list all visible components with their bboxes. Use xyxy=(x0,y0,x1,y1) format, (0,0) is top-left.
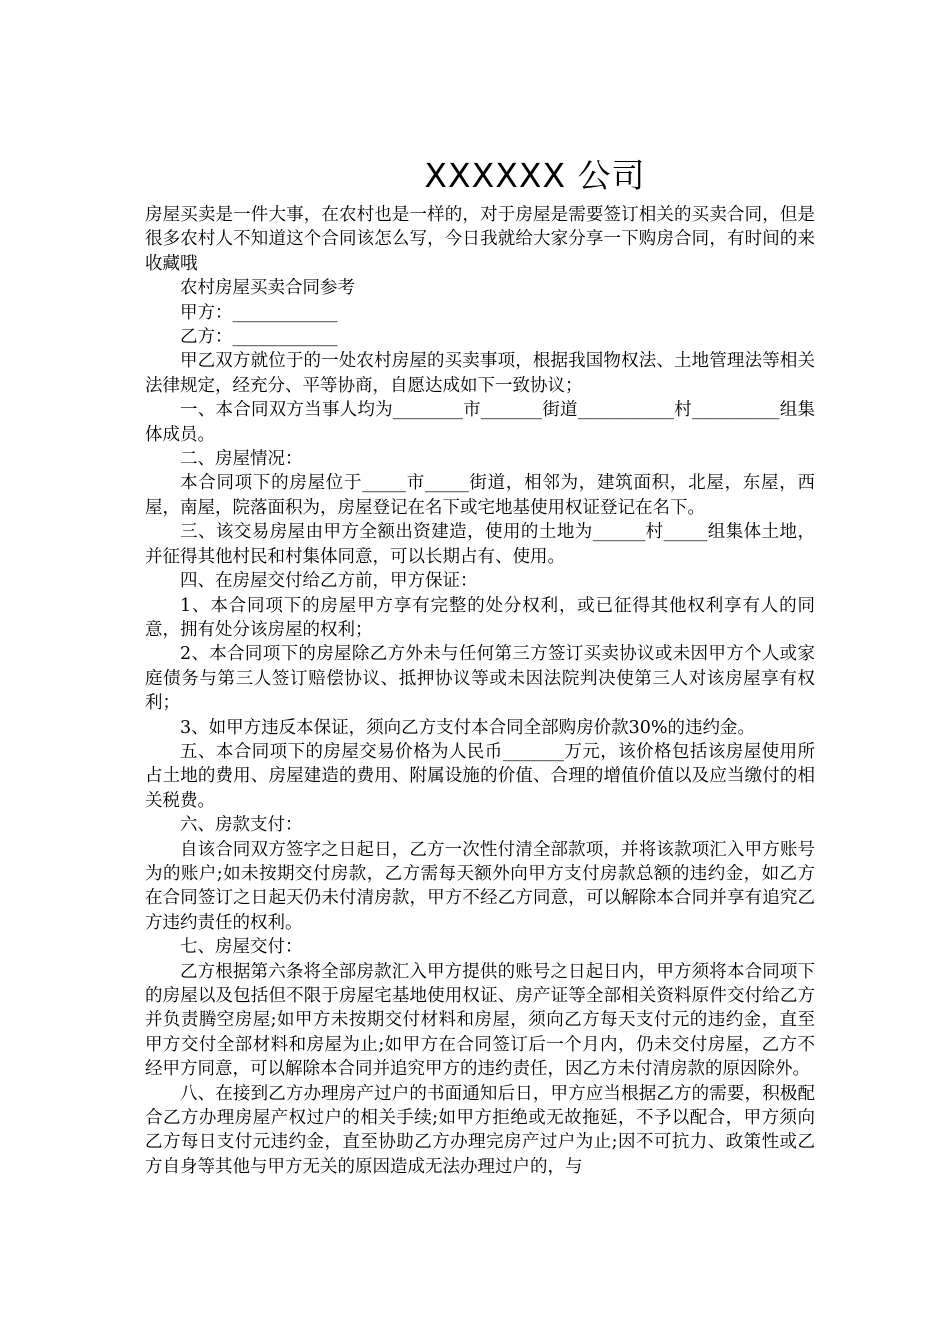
paragraph: 五、本合同项下的房屋交易价格为人民币_______万元，该价格包括该房屋使用所占土地的费用、房屋建造的费用、附属设施的价值、合理的增值价值以及应当缴付的相关税费。 xyxy=(145,741,815,811)
paragraph: 一、本合同双方当事人均为________市_______街道___________村__________组集体成员。 xyxy=(145,400,815,445)
paragraph: 1、本合同项下的房屋甲方享有完整的处分权利，或已征得其他权利享有人的同意，拥有处分该房屋的权利； xyxy=(145,595,815,640)
paragraph: 自该合同双方签字之日起日，乙方一次性付清全部款项，并将该款项汇入甲方账号为的账户;如未按期交付房款，乙方需每天额外向甲方支付房款总额的违约金，如乙方在合同签订之日起天仍未付清房款，甲方不经乙方同意，可以解除本合同并享有追究乙方违约责任的权利。 xyxy=(145,839,815,933)
paragraph: 本合同项下的房屋位于_____市_____街道，相邻为，建筑面积，北屋，东屋，西屋，南屋，院落面积为，房屋登记在名下或宅地基使用权证登记在名下。 xyxy=(145,473,815,518)
paragraph: 六、房款支付： xyxy=(180,815,303,836)
document-title: XXXXXX 公司 xyxy=(424,156,646,195)
paragraph: 乙方根据第六条将全部房款汇入甲方提供的账号之日起日内，甲方须将本合同项下的房屋以及包括但不限于房屋宅基地使用权证、房产证等全部相关资料原件交付给乙方并负责腾空房屋;如甲方未按期交付材料和房屋，须向乙方每天支付元的违约金，直至甲方交付全部材料和房屋为止;如甲方在合同签订后一个月内，仍未交付房屋，乙方不经甲方同意，可以解除本合同并追究甲方的违约责任，因乙方未付清房款的原因除外。 xyxy=(145,961,815,1080)
paragraph: 七、房屋交付： xyxy=(180,937,303,958)
paragraph: 乙方：____________ xyxy=(180,327,338,348)
paragraph: 三、该交易房屋由甲方全额出资建造，使用的土地为______村_____组集体土地，并征得其他村民和村集体同意，可以长期占有、使用。 xyxy=(145,522,815,567)
paragraph: 八、在接到乙方办理房产过户的书面通知后日，甲方应当根据乙方的需要，积极配合乙方办理房屋产权过户的相关手续;如甲方拒绝或无故拖延，不予以配合，甲方须向乙方每日支付元违约金，直至协助乙方办理完房产过户为止;因不可抗力、政策性或乙方自身等其他与甲方无关的原因造成无法办理过户的，与 xyxy=(145,1083,815,1177)
paragraph: 2、本合同项下的房屋除乙方外未与任何第三方签订买卖协议或未因甲方个人或家庭债务与第三人签订赔偿协议、抵押协议等或未因法院判决使第三人对该房屋享有权利； xyxy=(145,644,815,714)
document-body xyxy=(145,203,815,1179)
paragraph: 甲方：____________ xyxy=(180,302,338,323)
paragraph: 房屋买卖是一件大事，在农村也是一样的，对于房屋是需要签订相关的买卖合同，但是很多农村人不知道这个合同该怎么写，今日我就给大家分享一下购房合同，有时间的来收藏哦 xyxy=(145,205,815,274)
paragraph: 3、如甲方违反本保证，须向乙方支付本合同全部购房价款30%的违约金。 xyxy=(180,717,756,738)
paragraph: 二、房屋情况： xyxy=(180,449,303,470)
paragraph: 四、在房屋交付给乙方前，甲方保证： xyxy=(180,571,478,592)
paragraph: 甲乙双方就位于的一处农村房屋的买卖事项，根据我国物权法、土地管理法等相关法律规定，经充分、平等协商，自愿达成如下一致协议； xyxy=(145,351,815,396)
paragraph: 农村房屋买卖合同参考 xyxy=(180,278,355,299)
